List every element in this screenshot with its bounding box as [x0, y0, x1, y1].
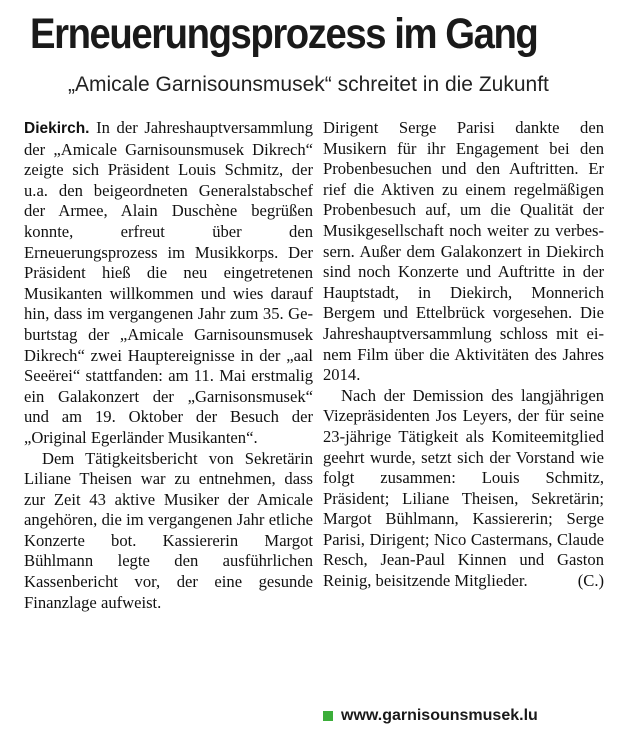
- article-paragraph: [323, 386, 604, 592]
- dateline: Diekirch.: [24, 120, 90, 137]
- article-paragraph: Dirigent Serge Parisi dankte den Musikern für ihr Engagement bei den Probenbesuchen und den Auftritten. Er rief die Aktiven zu einem regelmäßigen Probenbesuch auf, um die Qualität der Musikgesellschaft noch weiter zu verbessern. Außer dem Galakonzert in Diekirch sind noch Konzerte und Auftritte in der Hauptstadt, in Diekirch, Monnerich Bergem und Ettelbrück vorgesehen. Die Jahreshauptversammlung schloss mit einem Film über die Aktivitäten des Jahres 2014.: [323, 118, 604, 385]
- author-initials: (C.): [577, 571, 604, 591]
- website-link[interactable]: [323, 704, 538, 728]
- website-url[interactable]: www.garnisounsmusek.lu: [341, 707, 538, 724]
- article-paragraph: Dem Tätigkeitsbericht von Sekretärin Liliane Theisen war zu entnehmen, dass zur Zeit 43 aktive Musiker der Amicale angehören, die im vergangenen Jahr etliche Konzerte bot. Kassiererin Margot Bühlmann legte den ausführlichen Kassenbericht vor, der eine gesunde Finanzlage aufweist.: [24, 448, 313, 612]
- article-paragraph: [24, 118, 313, 449]
- article-column-left: [24, 118, 313, 613]
- article-column-right: [323, 118, 604, 592]
- paragraph-text: Nach der Demission des langjährigen Vizepräsidenten Jos Leyers, der für seine 23-jährige Tätigkeit als Komiteemitglied geehrt wurde, setzt sich der Vorstand wie folgt zusammen: Louis Schmitz, Präsident; Liliane Theisen, Sekretärin; Margot Bühlmann, Kassiererin; Serge Parisi, Dirigent; Nico Castermans, Claude Resch, Jean-Paul Kinnen und Gaston Reinig, beisitzende Mitglieder.: [323, 385, 604, 591]
- green-square-icon: [323, 711, 333, 721]
- paragraph-text: In der Jahreshauptversammlung der „Amicale Garnisounsmusek Dikrech“ zeigte sich Präsident Louis Schmitz, der u.a. den beigeordneten Generalstabschef der Armee, Alain Duschène begrüßen konnte, erfreut über den Erneuerungsprozess im Musikkorps. Der Präsident hieß die neu eingetretenen Musikanten willkommen und wies darauf hin, dass im vergangenen Jahr zum 35. Geburtstag der „Amicale Garnisounsmusek Dikrech“ zwei Hauptereignisse in der „aal Seeërei“ stattfanden: am 11. Mai erstmalig ein Galakonzert der „Garnisonsmusek“ und am 19. Oktober der Besuch der „Original Egerländer Musikanten“.: [24, 118, 313, 447]
- subheadline: „Amicale Garnisounsmusek“ schreitet in die Zukunft: [68, 73, 549, 96]
- headline: Erneuerungsprozess im Gang: [30, 10, 538, 58]
